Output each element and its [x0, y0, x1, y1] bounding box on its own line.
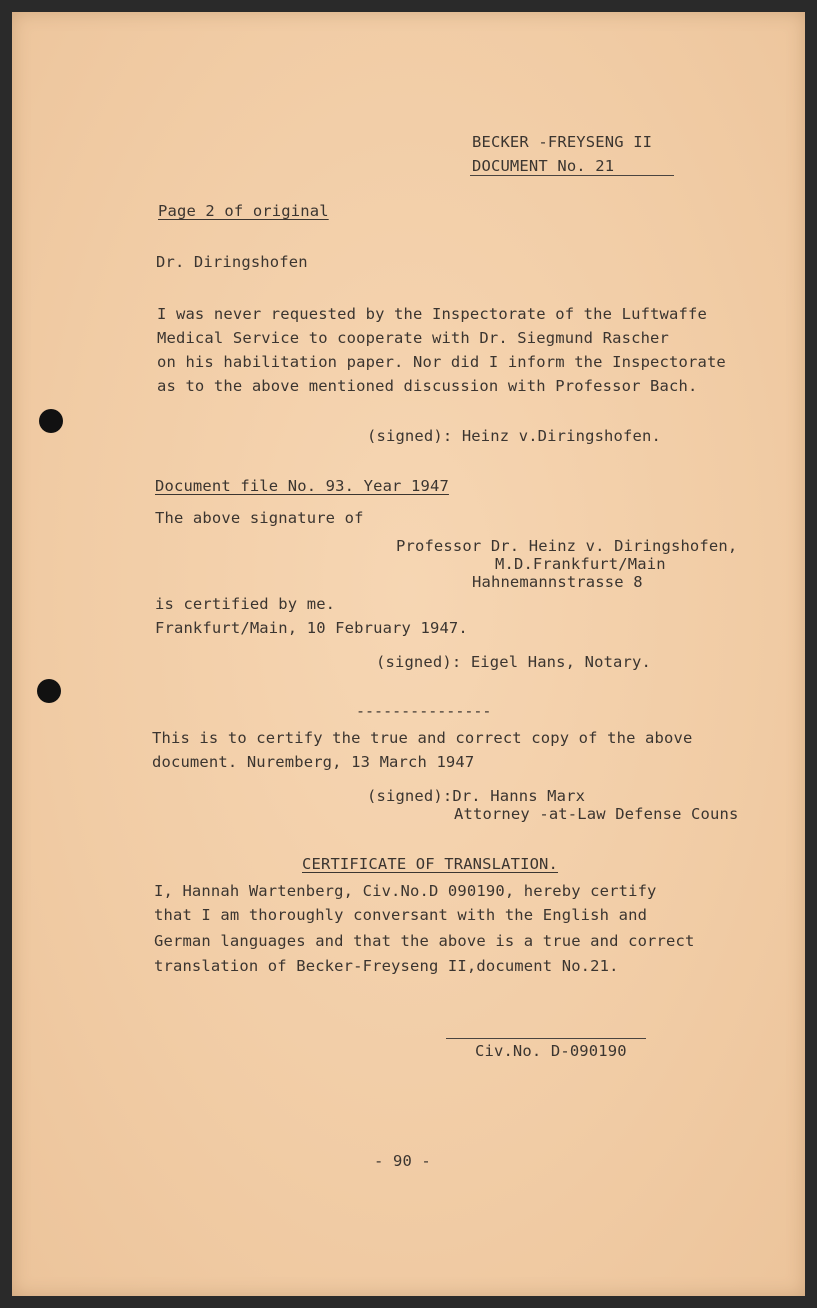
certified-line-1: is certified by me.: [155, 595, 336, 613]
header-line-2: DOCUMENT No. 21: [472, 157, 615, 175]
certified-line-2: Frankfurt/Main, 10 February 1947.: [155, 619, 468, 637]
above-signature-of: The above signature of: [155, 509, 364, 527]
certificate-title: CERTIFICATE OF TRANSLATION.: [302, 855, 559, 873]
professor-name: Professor Dr. Heinz v. Diringshofen,: [396, 537, 738, 555]
separator-dashes: ---------------: [356, 702, 492, 720]
punch-hole-top: [39, 409, 63, 433]
civ-number: Civ.No. D-090190: [475, 1042, 627, 1060]
attorney-title: Attorney -at-Law Defense Couns: [454, 805, 739, 823]
cert-body-line-4: translation of Becker-Freyseng II,document No.21.: [154, 957, 619, 975]
cert-body-line-1: I, Hannah Wartenberg, Civ.No.D 090190, hereby certify: [154, 882, 657, 900]
body-line-2: Medical Service to cooperate with Dr. Siegmund Rascher: [157, 329, 670, 347]
signed-marx: (signed):Dr. Hanns Marx: [367, 787, 586, 805]
signature-rule: [446, 1038, 646, 1039]
punch-hole-bottom: [37, 679, 61, 703]
copy-cert-line-1: This is to certify the true and correct copy of the above: [152, 729, 693, 747]
cert-body-line-2: that I am thoroughly conversant with the English and: [154, 906, 648, 924]
salutation: Dr. Diringshofen: [156, 253, 308, 271]
header-underline: [470, 175, 674, 176]
signed-notary: (signed): Eigel Hans, Notary.: [376, 653, 651, 671]
page-number: - 90 -: [374, 1152, 431, 1170]
body-line-1: I was never requested by the Inspectorate of the Luftwaffe: [157, 305, 707, 323]
copy-cert-line-2: document. Nuremberg, 13 March 1947: [152, 753, 475, 771]
document-file-line: Document file No. 93. Year 1947: [155, 477, 449, 495]
page-reference: Page 2 of original: [158, 202, 329, 220]
professor-city: M.D.Frankfurt/Main: [495, 555, 666, 573]
professor-street: Hahnemannstrasse 8: [472, 573, 643, 591]
document-page: [12, 12, 805, 1296]
cert-body-line-3: German languages and that the above is a true and correct: [154, 932, 695, 950]
body-line-3: on his habilitation paper. Nor did I inform the Inspectorate: [157, 353, 726, 371]
signed-diringshofen: (signed): Heinz v.Diringshofen.: [367, 427, 661, 445]
body-line-4: as to the above mentioned discussion with Professor Bach.: [157, 377, 698, 395]
header-line-1: BECKER -FREYSENG II: [472, 133, 653, 151]
